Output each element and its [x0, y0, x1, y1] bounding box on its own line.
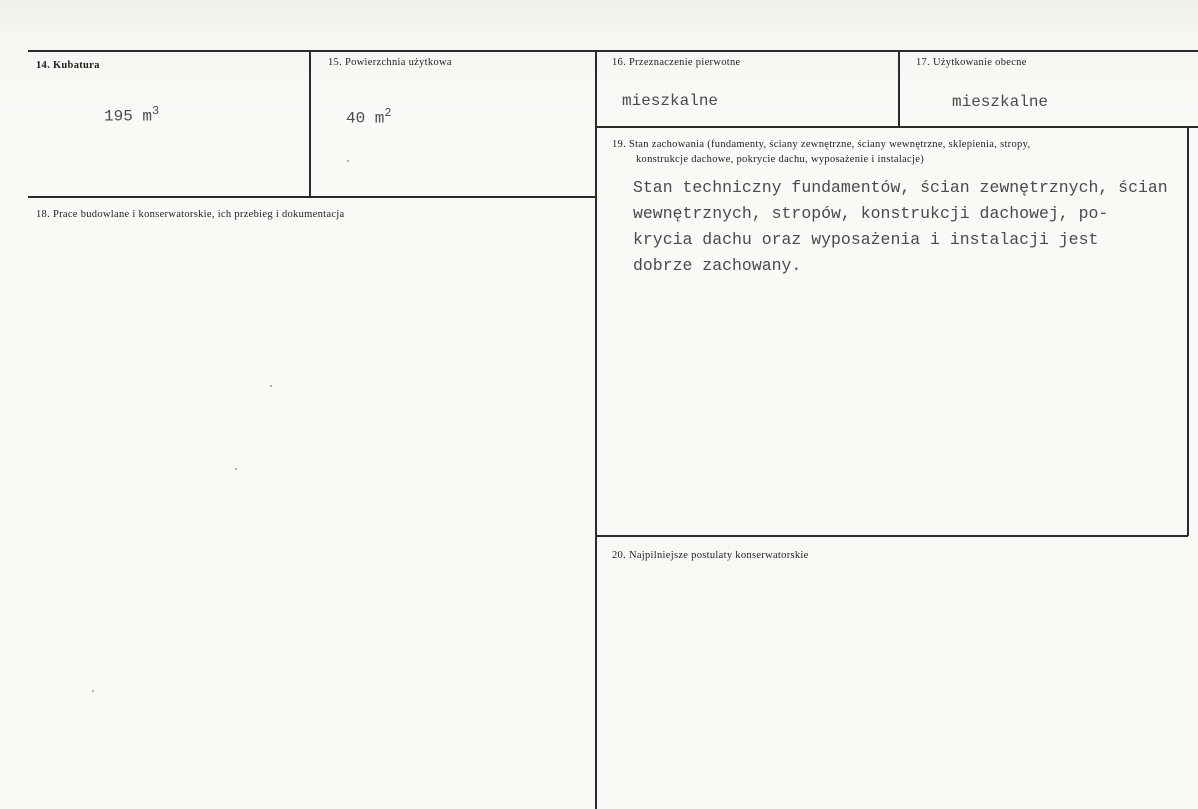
field-19-text-line-4: dobrze zachowany.	[633, 256, 802, 275]
field-19-label-line2: konstrukcje dachowe, pokrycie dachu, wyposażenie i instalacje)	[636, 154, 924, 165]
scan-speck	[347, 160, 349, 162]
scan-speck	[235, 468, 237, 470]
field-16-label: 16. Przeznaczenie pierwotne	[612, 57, 741, 68]
row1-bottom-line-right	[596, 126, 1198, 128]
scan-speck	[92, 690, 94, 692]
field-15-value-exponent: 2	[384, 106, 392, 120]
field-15-value-text: 40 m	[346, 109, 385, 128]
field-15-label: 15. Powierzchnia użytkowa	[328, 57, 452, 68]
divider-16-17	[898, 51, 900, 127]
field-19-text-line-2: wewnętrznych, stropów, konstrukcji dachowej, po-	[633, 204, 1109, 223]
top-border-line	[28, 50, 1198, 52]
field-19-text-line-3: krycia dachu oraz wyposażenia i instalacji jest	[633, 230, 1099, 249]
field-15-value	[346, 106, 392, 127]
field-14-value-exponent: 3	[152, 104, 160, 118]
field-18-label: 18. Prace budowlane i konserwatorskie, ich przebieg i dokumentacja	[36, 209, 345, 220]
field-19-text-line-1: Stan techniczny fundamentów, ścian zewnętrznych, ścian	[633, 178, 1168, 197]
field-17-value: mieszkalne	[952, 93, 1049, 111]
field-14-value-text: 195 m	[104, 107, 153, 126]
divider-14-15	[309, 51, 311, 197]
section19-bottom-line	[596, 535, 1188, 537]
field-14-label: 14. Kubatura	[36, 60, 100, 71]
field-16-value: mieszkalne	[622, 92, 719, 110]
row1-bottom-line-left	[28, 196, 597, 198]
scan-speck	[270, 385, 272, 387]
field-17-label: 17. Użytkowanie obecne	[916, 57, 1027, 68]
field-20-label: 20. Najpilniejsze postulaty konserwatorskie	[612, 550, 809, 561]
field-19-label-line1: 19. Stan zachowania (fundamenty, ściany zewnętrzne, ściany wewnętrzne, sklepienia, stropy,	[612, 139, 1031, 150]
center-divider	[595, 51, 597, 809]
right-border-line	[1187, 126, 1189, 536]
field-14-value	[104, 104, 159, 125]
